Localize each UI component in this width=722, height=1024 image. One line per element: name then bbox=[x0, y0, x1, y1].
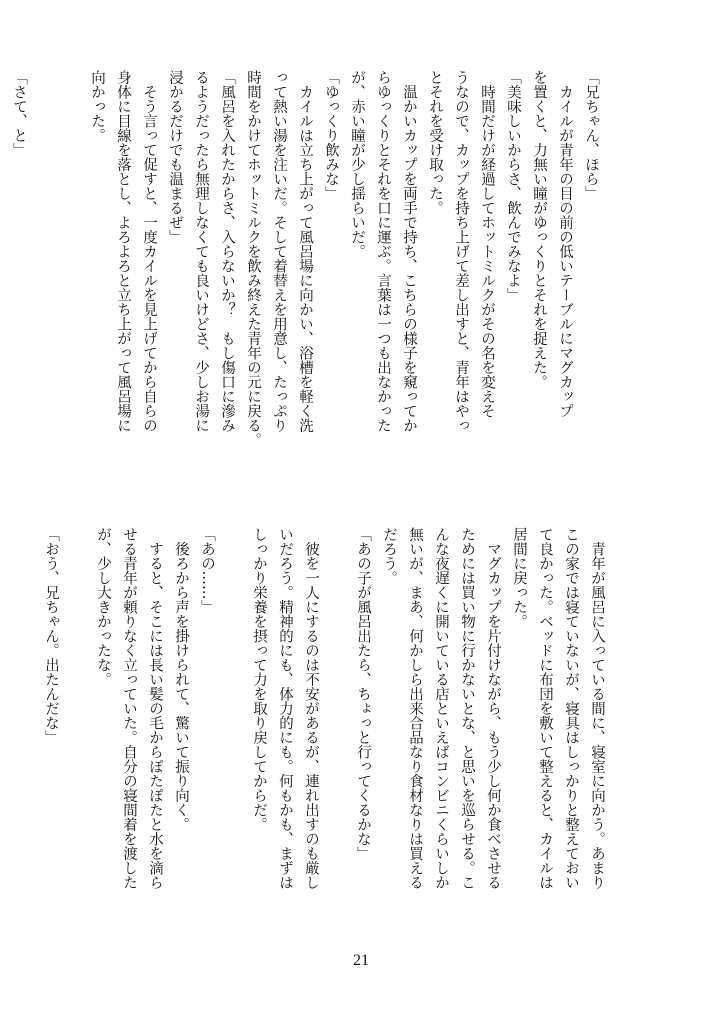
text-line bbox=[58, 70, 84, 490]
text-line: せる青年が頼りなく立っていた。自分の寝間着を渡した bbox=[121, 527, 137, 890]
text-line: 「おう、兄ちゃん。出たんだな」 bbox=[43, 527, 59, 745]
text-line: 「兄ちゃん、ほら」 bbox=[583, 70, 599, 201]
text-line bbox=[32, 70, 58, 490]
text-block-upper bbox=[11, 70, 604, 490]
text-line: 向かった。 bbox=[89, 70, 105, 143]
text-line: んな夜遅くに開いている店といえばコンビニくらいしか bbox=[433, 527, 449, 890]
text-line: 彼を一人にするのは不安があるが、連れ出すのも厳し bbox=[303, 527, 319, 890]
text-line: いだろう。精神的にも、体力的にも。何もかも、まずは bbox=[277, 527, 293, 890]
text-line: マグカップを片付けながら、もう少し何か食べさせる bbox=[485, 527, 501, 890]
text-line: るようだったら無理しなくても良いけどさ、少しお湯に bbox=[193, 70, 209, 433]
text-line: 時間だけが経過してホットミルクがその名を変えそ bbox=[479, 70, 495, 418]
text-line: 身体に目線を落とし、よろよろと立ち上がって風呂場に bbox=[115, 70, 131, 433]
text-line: が、少し大きかったな。 bbox=[95, 527, 111, 687]
text-line bbox=[220, 527, 246, 947]
text-line: 無いが、まあ、何かしら出来合品なり食材なりは買える bbox=[407, 527, 423, 890]
text-line bbox=[324, 527, 350, 947]
text-line: カイルは立ち上がって風呂場に向かい、浴槽を軽く洗 bbox=[297, 70, 313, 433]
text-line: て良かった。ベッドに布団を敷いて整えると、カイルは bbox=[537, 527, 553, 890]
text-line: 「さて、と」 bbox=[11, 70, 27, 157]
text-line: 青年が風呂に入っている間に、寝室に向かう。あまり bbox=[589, 527, 605, 890]
text-line: ためには買い物に行かないとな、と思いを巡らせる。こ bbox=[459, 527, 475, 890]
text-line: って熱い湯を注いだ。そして着替えを用意し、たっぷり bbox=[271, 70, 287, 433]
text-line: らゆっくりとそれを口に運ぶ。言葉は一つも出なかった bbox=[375, 70, 391, 433]
text-line: うなので、カップを持ち上げて差し出すと、青年はやっ bbox=[453, 70, 469, 433]
text-line: が、赤い瞳が少し揺らいだ。 bbox=[349, 70, 365, 259]
text-line: 「風呂を入れたからさ、入らないか？ もし傷口に滲み bbox=[219, 70, 235, 433]
text-line: 「あの……」 bbox=[199, 527, 215, 614]
text-line: 後ろから声を掛けられて、驚いて振り向く。 bbox=[173, 527, 189, 832]
text-line: を置くと、力無い瞳がゆっくりとそれを捉えた。 bbox=[531, 70, 547, 389]
text-line: すると、そこには長い髪の毛からぽたぽたと水を滴ら bbox=[147, 527, 163, 890]
text-line: とそれを受け取った。 bbox=[427, 70, 443, 215]
text-line: この家では寝ていないが、寝具はしっかりと整えておい bbox=[563, 527, 579, 890]
text-line: 「あの子が風呂出たら、ちょっと行ってくるかな」 bbox=[355, 527, 371, 861]
text-line: しっかり栄養を摂って力を取り戻してからだ。 bbox=[251, 527, 267, 832]
text-line bbox=[64, 527, 90, 947]
text-line: 居間に戻った。 bbox=[511, 527, 527, 629]
text-line: だろう。 bbox=[381, 527, 397, 585]
text-block-lower bbox=[43, 527, 610, 947]
page-number: 21 bbox=[353, 952, 369, 969]
text-line: カイルが青年の目の前の低いテーブルにマグカップ bbox=[557, 70, 573, 418]
text-line: 時間をかけてホットミルクを飲み終えた青年の元に戻る。 bbox=[245, 70, 261, 447]
text-line: 温かいカップを両手で持ち、こちらの様子を窺ってか bbox=[401, 70, 417, 433]
text-line: 「ゆっくり飲みな」 bbox=[323, 70, 339, 201]
text-line: 「美味しいからさ、飲んでみなよ」 bbox=[505, 70, 521, 302]
text-line: 浸かるだけでも温まるぜ」 bbox=[167, 70, 183, 244]
text-line: そう言って促すと、一度カイルを見上げてから自らの bbox=[141, 70, 157, 433]
